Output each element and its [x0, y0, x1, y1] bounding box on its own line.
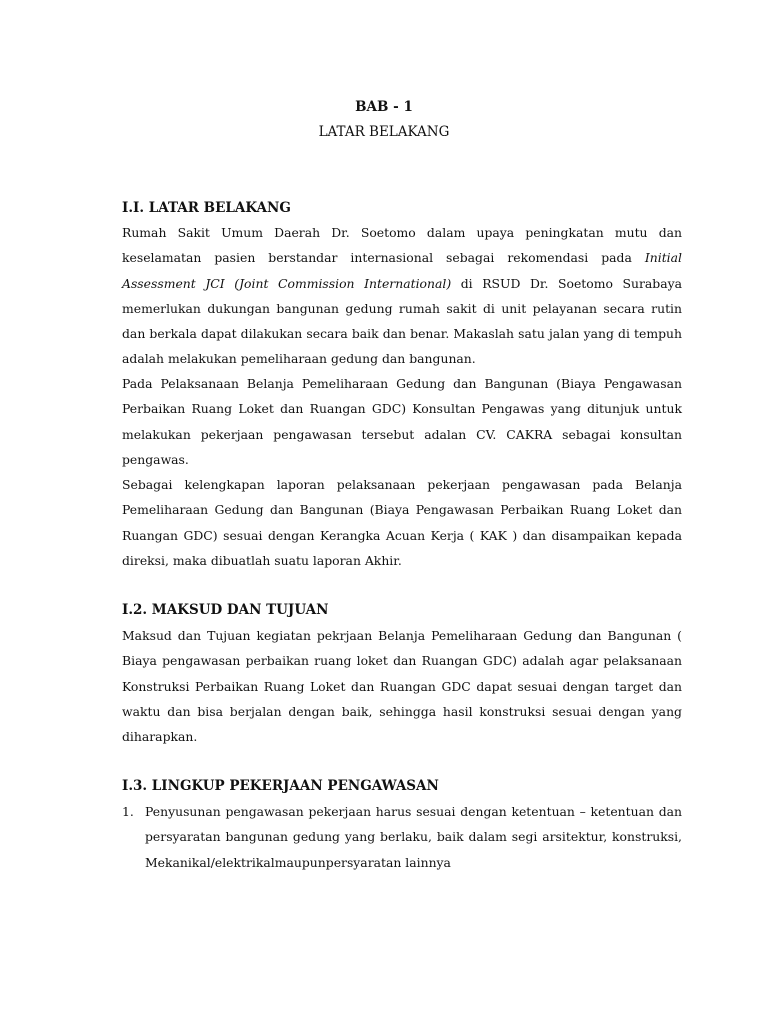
list-item-text: Penyusunan pengawasan pekerjaan harus sesuai dengan ketentuan – ketentuan dan persyaratan bangunan gedung yang berlaku, baik dalam segi arsitektur, konstruksi, Mekanikal/elektrikalmaupunpersyaratan lainnya	[145, 804, 682, 870]
paragraph-latar-belakang-3: Sebagai kelengkapan laporan pelaksanaan pekerjaan pengawasan pada Belanja Pemeliharaan Gedung dan Bangunan (Biaya Pengawasan Perbaikan Ruang Loket dan Ruangan GDC) sesuai dengan Kerangka Acuan Kerja ( KAK ) dan disampaikan kepada direksi, maka dibuatlah suatu laporan Akhir.	[122, 477, 682, 568]
list-item	[122, 799, 682, 875]
chapter-number: BAB - 1	[355, 99, 413, 115]
italic-term-jci: Initial Assessment JCI (Joint Commission International)	[122, 250, 682, 291]
chapter-title: LATAR BELAKANG	[318, 124, 450, 140]
paragraph-text: Rumah Sakit Umum Daerah Dr. Soetomo dalam upaya peningkatan mutu dan keselamatan pasien berstandar internasional sebagai rekomendasi pada	[122, 225, 682, 266]
paragraph-maksud-tujuan: Maksud dan Tujuan kegiatan pekrjaan Belanja Pemeliharaan Gedung dan Bangunan ( Biaya pengawasan perbaikan ruang loket dan Ruangan GDC) adalah agar pelaksanaan Konstruksi Perbaikan Ruang Loket dan Ruangan GDC dapat sesuai dengan target dan waktu dan bisa berjalan dengan baik, sehingga hasil konstruksi sesuai dengan yang diharapkan.	[122, 628, 682, 745]
paragraph-latar-belakang-1	[122, 220, 682, 372]
section-heading-latar-belakang: I.I. LATAR BELAKANG	[122, 200, 291, 216]
paragraph-latar-belakang-2: Pada Pelaksanaan Belanja Pemeliharaan Gedung dan Bangunan (Biaya Pengawasan Perbaikan Ruang Loket dan Ruangan GDC) Konsultan Pengawas yang ditunjuk untuk melakukan pekerjaan pengawasan tersebut adalan CV. CAKRA sebagai konsultan pengawas.	[122, 376, 682, 467]
section-heading-lingkup-pekerjaan: I.3. LINGKUP PEKERJAAN PENGAWASAN	[122, 778, 439, 794]
list-item-number: 1.	[122, 804, 134, 819]
paragraph-text: di RSUD Dr. Soetomo Surabaya memerlukan dukungan bangunan gedung rumah sakit di unit pelayanan secara rutin dan berkala dapat dilakukan secara baik dan benar. Makaslah satu jalan yang di tempuh adalah melakukan pemeliharaan gedung dan bangunan.	[122, 275, 682, 367]
scope-list	[122, 799, 682, 875]
section-heading-maksud-tujuan: I.2. MAKSUD DAN TUJUAN	[122, 602, 329, 618]
